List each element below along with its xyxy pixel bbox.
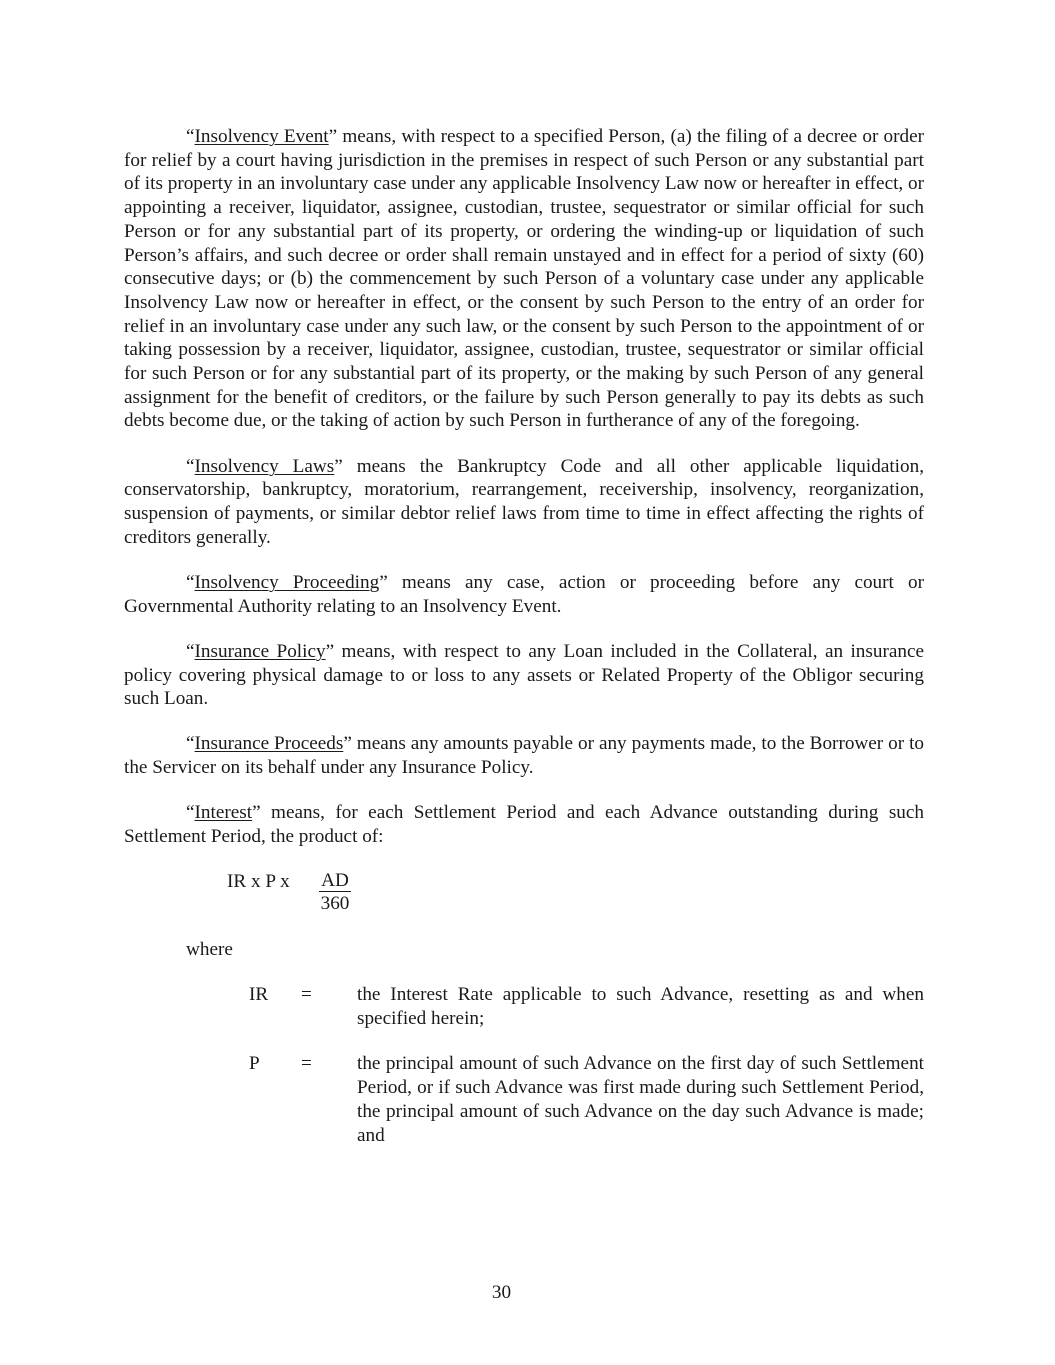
variable-symbol: IR <box>249 984 269 1006</box>
open-quote: “ <box>186 126 195 147</box>
open-quote: “ <box>186 733 195 755</box>
open-quote: “ <box>186 640 195 662</box>
variable-definition-ir <box>124 983 924 1030</box>
defined-term: Interest <box>194 802 253 824</box>
definition-text: ” means, with respect to any Loan included in the Collateral, an insurance policy covering physical damage to or loss to any assets or Related Property of the Obligor securing such Loan. <box>124 640 924 710</box>
variable-description: the principal amount of such Advance on the first day of such Settlement Period, or if such Advance was first made during such Settlement Period, the principal amount of such Advance on the day such Advance is made; and <box>357 1053 924 1146</box>
variable-description: the Interest Rate applicable to such Advance, resetting as and when specified herein; <box>357 984 924 1030</box>
defined-term: Insolvency Event <box>194 126 329 147</box>
formula-fraction <box>319 870 351 916</box>
definition-insolvency-proceeding <box>124 571 924 618</box>
formula-lhs: IR x P x <box>227 871 290 893</box>
definition-text: ” means, for each Settlement Period and each Advance outstanding during such Settlement Period, the product of: <box>124 802 924 848</box>
where-label: where <box>186 939 233 961</box>
document-page <box>124 125 924 1169</box>
definition-text: ” means, with respect to a specified Person, (a) the filing of a decree or order for relief by a court having jurisdiction in the premises in respect of such Person or any substantial part of its property in an involuntary case under any applicable Insolvency Law now or hereafter in effect, or appointing a receiver, liquidator, assignee, custodian, trustee, sequestrator or similar official for such Person or for any substantial part of its property, or ordering the winding-up or liquidation of such Person’s affairs, and such decree or order shall remain unstayed and in effect for a period of sixty (60) consecutive days; or (b) the commencement by such Person of a voluntary case under any applicable Insolvency Law now or hereafter in effect, or the consent by such Person to the entry of an order for relief in an involuntary case under any such law, or the consent by such Person to the appointment of or taking possession by a receiver, liquidator, assignee, custodian, trustee, sequestrator or similar official for such Person or for any substantial part of its property, or the making by such Person of any general assignment for the benefit of creditors, or the failure by such Person generally to pay its debts as such debts become due, or the taking of action by such Person in furtherance of any of the foregoing. <box>124 126 924 432</box>
equals-sign: = <box>301 1053 312 1075</box>
definition-text: ” means any case, action or proceeding before any court or Governmental Authority relating to an Insolvency Event. <box>124 571 925 617</box>
formula-numerator: AD <box>319 870 351 892</box>
open-quote: “ <box>186 802 195 824</box>
defined-term: Insurance Policy <box>194 640 326 662</box>
equals-sign: = <box>301 984 312 1006</box>
interest-formula <box>124 870 924 917</box>
open-quote: “ <box>186 571 195 593</box>
variable-definition-p <box>124 1052 924 1147</box>
definition-interest <box>124 801 924 848</box>
definition-insurance-policy <box>124 640 924 711</box>
definition-insolvency-event <box>124 125 924 433</box>
definition-insurance-proceeds <box>124 732 924 779</box>
open-quote: “ <box>186 455 195 477</box>
variable-symbol: P <box>249 1053 260 1075</box>
page-number: 30 <box>491 1282 512 1303</box>
definition-text: ” means any amounts payable or any payments made, to the Borrower or to the Servicer on its behalf under any Insurance Policy. <box>124 733 924 779</box>
defined-term: Insolvency Laws <box>194 455 335 477</box>
defined-term: Insurance Proceeds <box>194 733 344 755</box>
definition-insolvency-laws <box>124 455 924 550</box>
definition-text: ” means the Bankruptcy Code and all other applicable liquidation, conservatorship, bankruptcy, moratorium, rearrangement, receivership, insolvency, reorganization, suspension of payments, or similar debtor relief laws from time to time in effect affecting the rights of creditors generally. <box>124 455 924 548</box>
formula-denominator: 360 <box>320 893 350 915</box>
defined-term: Insolvency Proceeding <box>194 571 380 593</box>
